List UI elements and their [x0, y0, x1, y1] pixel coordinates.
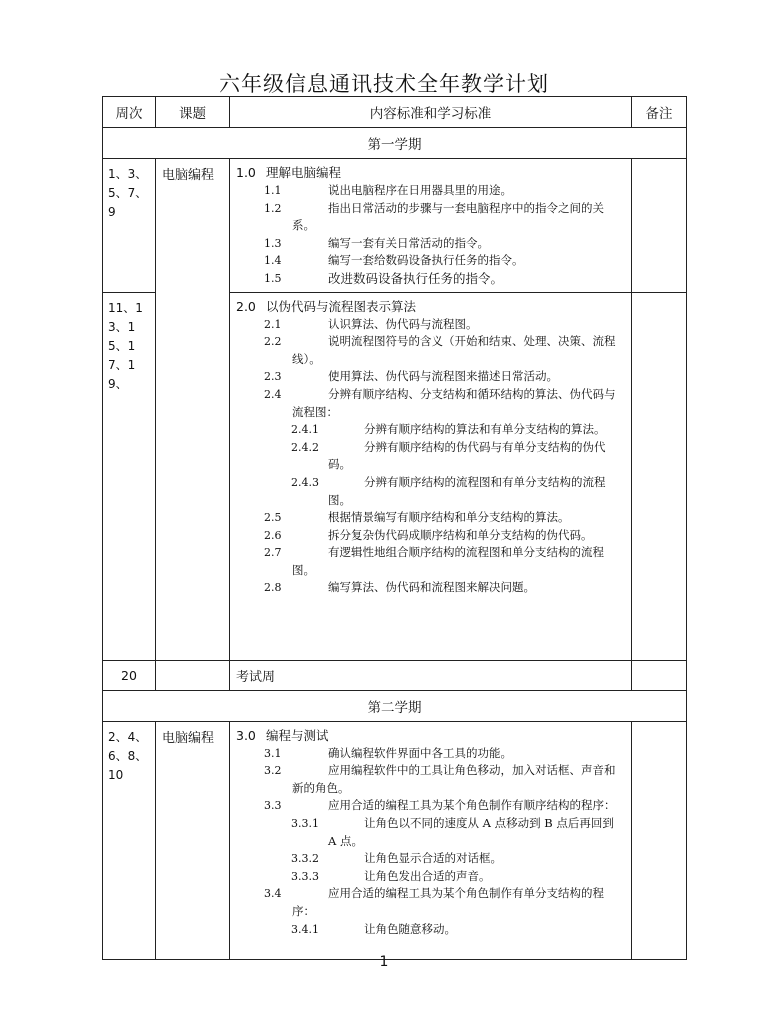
- content-cell: [230, 159, 632, 293]
- list-item: 3.3 应用合适的编程工具为某个角色制作有顺序结构的程序：: [264, 798, 616, 813]
- remark-cell: [632, 660, 687, 690]
- section-heading: 1.0 理解电脑编程: [236, 165, 342, 180]
- list-item: 2.4.2 分辨有顺序结构的伪代码与有单分支结构的伪代码。: [291, 439, 606, 472]
- remark-cell: [632, 721, 687, 959]
- table-row: [103, 159, 687, 293]
- topic-cell: 电脑编程: [156, 159, 230, 661]
- list-item: 2.5 根据情景编写有顺序结构和单分支结构的算法。: [264, 510, 570, 525]
- header-remark: 备注: [632, 97, 687, 128]
- topic-cell: 电脑编程: [156, 721, 230, 959]
- document-title: 六年级信息通讯技术全年教学计划: [219, 72, 549, 96]
- header-content: 内容标准和学习标准: [230, 97, 632, 128]
- list-item: 3.2 应用编程软件中的工具让角色移动，加入对话框、声音和新的角色。: [264, 763, 616, 795]
- header-row: [103, 97, 687, 128]
- remark-cell: [632, 292, 687, 660]
- list-item: 2.6 拆分复杂伪代码成顺序结构和单分支结构的伪代码。: [264, 527, 593, 542]
- list-item: 2.4.3 分辨有顺序结构的流程图和有单分支结构的流程图。: [291, 474, 606, 507]
- list-item: 1.4 编写一套给数码设备执行任务的指令。: [264, 253, 524, 268]
- list-item: 1.1 说出电脑程序在日用器具里的用途。: [264, 183, 512, 197]
- list-item: 2.1 认识算法、伪代码与流程图。: [264, 316, 478, 331]
- list-item: 3.3.2 让角色显示合适的对话框。: [291, 851, 502, 866]
- list-item: 2.4.1 分辨有顺序结构的算法和有单分支结构的算法。: [291, 422, 606, 437]
- list-item: 1.5 改进数码设备执行任务的指令。: [264, 270, 504, 286]
- content-cell: [230, 721, 632, 959]
- list-item: 2.3 使用算法、伪代码与流程图来描述日常活动。: [264, 369, 558, 384]
- list-item: 3.4 应用合适的编程工具为某个角色制作有单分支结构的程序：: [264, 886, 604, 918]
- list-item: 3.3.3 让角色发出合适的声音。: [291, 868, 491, 883]
- page-number: 1: [379, 954, 389, 970]
- teaching-plan-table: [102, 96, 687, 960]
- header-week: 周次: [103, 97, 156, 128]
- weeks-cell: 2、4、6、8、10: [103, 721, 156, 959]
- list-item: 3.4.1 让角色随意移动。: [291, 921, 456, 936]
- list-item: 1.3 编写一套有关日常活动的指令。: [264, 235, 489, 250]
- term1-row: [103, 128, 687, 159]
- list-item: 2.8 编写算法、伪代码和流程图来解决问题。: [264, 580, 535, 595]
- header-topic: 课题: [156, 97, 230, 128]
- term1-label: 第一学期: [103, 128, 687, 159]
- exam-week: 20: [103, 660, 156, 690]
- exam-label: 考试周: [230, 660, 632, 690]
- section-heading: 3.0 编程与测试: [236, 727, 329, 743]
- exam-row: [103, 660, 687, 690]
- table-row: [103, 721, 687, 959]
- weeks-cell: 1、3、5、7、9: [103, 159, 156, 293]
- term2-label: 第二学期: [103, 690, 687, 721]
- list-item: 3.3.1 让角色以不同的速度从 A 点移动到 B 点后再回到 A 点。: [291, 815, 614, 848]
- remark-cell: [632, 159, 687, 293]
- list-item: 2.7 有逻辑性地组合顺序结构的流程图和单分支结构的流程图。: [264, 545, 604, 577]
- list-item: 2.4 分辨有顺序结构、分支结构和循环结构的算法、伪代码与流程图：: [264, 386, 616, 419]
- list-item: 1.2 指出日常活动的步骤与一套电脑程序中的指令之间的关系。: [264, 200, 604, 233]
- list-item: 3.1 确认编程软件界面中各工具的功能。: [264, 745, 512, 760]
- content-cell: [230, 292, 632, 660]
- weeks-cell: 11、13、15、17、19、: [103, 292, 156, 660]
- exam-topic-cell: [156, 660, 230, 690]
- term2-row: [103, 690, 687, 721]
- list-item: 2.2 说明流程图符号的含义（开始和结束、处理、决策、流程线）。: [264, 334, 616, 366]
- section-heading: 2.0 以伪代码与流程图表示算法: [236, 298, 417, 314]
